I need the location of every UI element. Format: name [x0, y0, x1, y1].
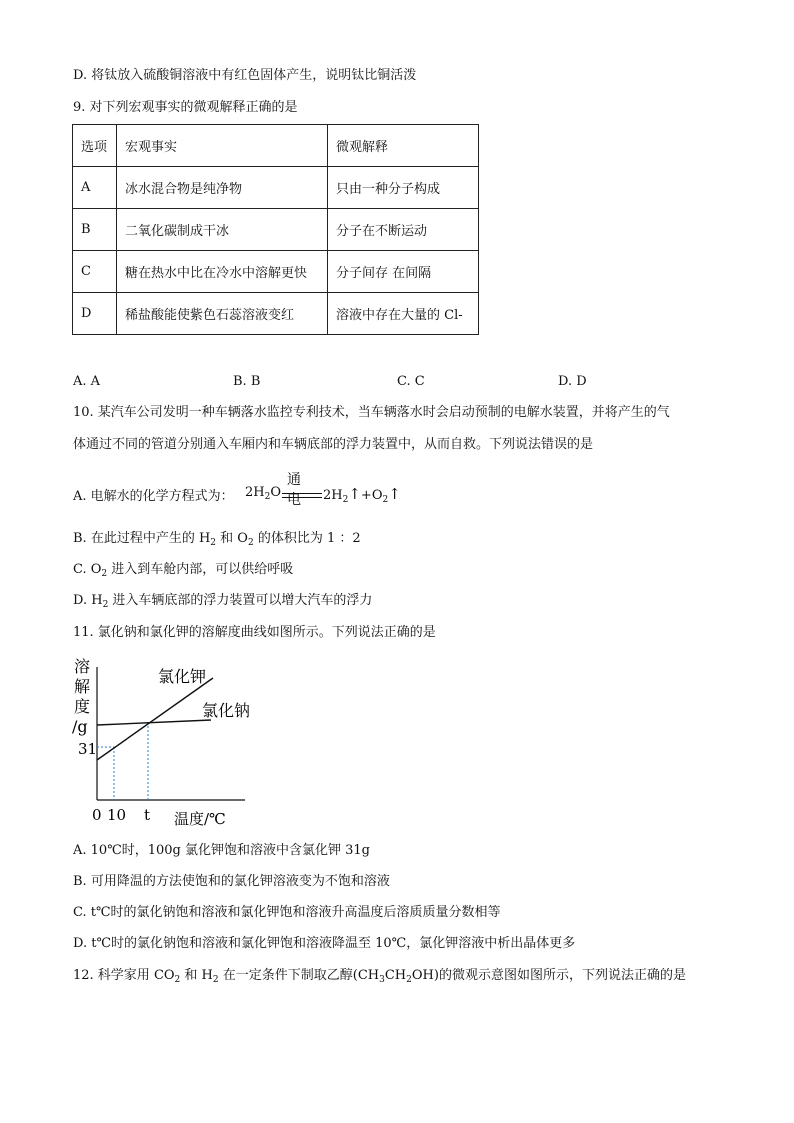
row-option: C: [73, 251, 117, 293]
table-header-row: [73, 125, 479, 167]
series-kcl-line: [97, 678, 213, 760]
q10-option-c[interactable]: C. $O_2$ 进入到车舱内部，可以供给呼吸: [73, 562, 294, 579]
q12-stem-part: OH)的微观示意图如图所示，下列说法正确的是: [411, 968, 686, 983]
q11-option-c[interactable]: C. t℃时的氯化钠饱和溶液和氯化钾饱和溶液升高温度后溶质质量分数相等: [73, 905, 501, 920]
row-option: A: [73, 167, 117, 209]
x-tick-t: t: [144, 806, 151, 824]
equation-condition: 通电: [287, 472, 301, 508]
q10-stem-line1: 10. 某汽车公司发明一种车辆落水监控专利技术，当车辆落水时会启动预制的电解水装置，并将产生的气: [73, 405, 670, 420]
row-fact: 稀盐酸能使紫色石蕊溶液变红: [117, 293, 328, 335]
q9-choice-b[interactable]: B. B: [233, 374, 261, 389]
q11-option-a[interactable]: A. 10℃时，100g 氯化钾饱和溶液中含氯化钾 31g: [73, 843, 371, 858]
series-nacl-line: [97, 720, 211, 725]
q10-option-a-prefix: A. 电解水的化学方程式为：: [73, 489, 234, 504]
table-row: [73, 251, 479, 293]
option-b-text-mid: 和 O: [216, 531, 248, 546]
row-explanation: 只由一种分子构成: [328, 167, 479, 209]
solubility-chart: [70, 652, 270, 827]
q9-choice-a[interactable]: A. A: [73, 374, 101, 389]
y-tick-31: 31: [78, 740, 98, 758]
row-explanation: 分子间存 在间隔: [328, 251, 479, 293]
row-explanation: 溶液中存在大量的 Cl-: [328, 293, 479, 335]
option-c-text-end: 进入到车舱内部，可以供给呼吸: [107, 562, 294, 577]
q11-option-d[interactable]: D. t℃时的氯化钠饱和溶液和氯化钾饱和溶液降温至 10℃，氯化钾溶液中析出晶体更多: [73, 936, 576, 951]
q10-stem-line2: 体通过不同的管道分别通入车厢内和车辆底部的浮力装置中，从而自救。下列说法错误的是: [73, 437, 594, 452]
row-fact: 二氧化碳制成干冰: [117, 209, 328, 251]
q10-option-d[interactable]: D. $H_2$ 进入车辆底部的浮力装置可以增大汽车的浮力: [73, 593, 373, 610]
equation-reactant: $2H_2O$: [245, 485, 282, 502]
series-label-nacl: 氯化钠: [202, 701, 251, 720]
q12-stem-part: CH: [384, 968, 407, 983]
equation-double-line: [282, 493, 322, 498]
y-axis-label-char: /g: [72, 717, 88, 736]
table-row: [73, 209, 479, 251]
row-explanation: 分子在不断运动: [328, 209, 479, 251]
y-axis-label-char: 解: [74, 677, 91, 696]
option-d-text-end: 进入车辆底部的浮力装置可以增大汽车的浮力: [108, 593, 373, 608]
q12-stem: 12. 科学家用 $CO_2$ 和 $H_2$ 在一定条件下制取乙醇$(CH_3CH_2OH)$的微观示意图如图所示，下列说法正确的是: [73, 968, 686, 985]
option-d-text: D. H: [73, 593, 103, 608]
option-c-text: C. O: [73, 562, 102, 577]
y-axis-label-char: 度: [74, 697, 91, 716]
option-b-text-end: 的体积比为 1 ：2: [253, 531, 361, 546]
row-option: D: [73, 293, 117, 335]
header-micro-explanation: 微观解释: [328, 125, 479, 167]
q11-stem: 11. 氯化钠和氯化钾的溶解度曲线如图所示。下列说法正确的是: [73, 625, 436, 640]
q12-stem-part: 和 H: [180, 968, 213, 983]
q9-stem: 9. 对下列宏观事实的微观解释正确的是: [73, 100, 298, 115]
table-row: [73, 293, 479, 335]
row-fact: 糖在热水中比在冷水中溶解更快: [117, 251, 328, 293]
row-option: B: [73, 209, 117, 251]
q9-choice-c[interactable]: C. C: [397, 374, 425, 389]
x-axis-label: 温度/℃: [174, 810, 226, 827]
x-tick-0: 0: [92, 806, 102, 824]
q11-option-b[interactable]: B. 可用降温的方法使饱和的氯化钾溶液变为不饱和溶液: [73, 874, 390, 889]
y-axis-label-char: 溶: [74, 657, 91, 676]
q12-stem-part: 在一定条件下制取乙醇(CH: [218, 968, 380, 983]
equation-products: $2H_2↑+O_2↑$: [323, 485, 401, 505]
header-option: 选项: [73, 125, 117, 167]
series-label-kcl: 氯化钾: [158, 667, 207, 686]
option-b-text: B. 在此过程中产生的 H: [73, 531, 211, 546]
q9-table: [72, 124, 479, 335]
table-row: [73, 167, 479, 209]
q10-option-b[interactable]: B. 在此过程中产生的 $H_2$ 和 $O_2$ 的体积比为 1 ：2: [73, 531, 361, 548]
x-tick-10: 10: [107, 806, 127, 824]
q8-option-d: D. 将钛放入硫酸铜溶液中有红色固体产生，说明钛比铜活泼: [73, 68, 417, 83]
q12-stem-part: 12. 科学家用 CO: [73, 968, 175, 983]
header-macro-fact: 宏观事实: [117, 125, 328, 167]
row-fact: 冰水混合物是纯净物: [117, 167, 328, 209]
q9-choice-d[interactable]: D. D: [558, 374, 587, 389]
